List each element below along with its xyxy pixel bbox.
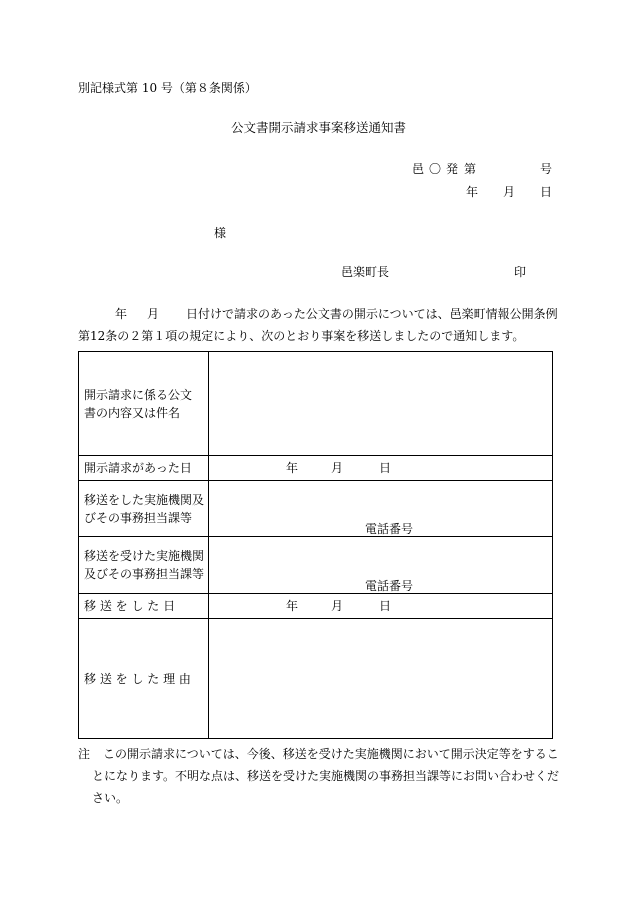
label-line: 開示請求に係る公文 bbox=[84, 387, 193, 402]
table-row bbox=[79, 619, 553, 739]
date-day: 日 bbox=[379, 461, 392, 475]
date-year: 年 bbox=[286, 461, 299, 475]
body-year: 年 bbox=[115, 307, 128, 321]
body-line-1: 日付けで請求のあった公文書の開示については、邑楽町情報公開条例 bbox=[186, 307, 558, 321]
doc-no-char-5: 号 bbox=[540, 162, 553, 176]
body-month: 月 bbox=[147, 307, 160, 321]
doc-no-char-3: 発 bbox=[446, 162, 459, 176]
transfer-date-field[interactable] bbox=[209, 594, 553, 619]
table-row bbox=[79, 537, 553, 594]
receiving-agency-field[interactable] bbox=[209, 537, 553, 594]
table-row bbox=[79, 456, 553, 481]
doc-no-char-1: 邑 bbox=[412, 162, 425, 176]
note-line-1: この開示請求については、今後、移送を受けた実施機関において開示決定等をするこ bbox=[103, 747, 559, 761]
issue-year: 年 bbox=[466, 185, 479, 199]
label-line: 移送をした実施機関及 bbox=[84, 492, 205, 507]
table-row bbox=[79, 594, 553, 619]
date-year: 年 bbox=[286, 599, 299, 613]
label-line: 及びその事務担当課等 bbox=[84, 567, 205, 581]
row-label-transferring-agency bbox=[79, 481, 209, 537]
addressee-suffix: 様 bbox=[214, 226, 227, 240]
transfer-reason-field[interactable] bbox=[209, 619, 553, 739]
note-mark: 注 bbox=[78, 747, 91, 761]
row-label-receiving-agency bbox=[79, 537, 209, 594]
body-line-2: 第12条の２第１項の規定により、次のとおり事案を移送しましたので通知します。 bbox=[78, 329, 525, 343]
row-label-request-date: 開示請求があった日 bbox=[79, 456, 209, 481]
row-label-transfer-date: 移 送 を し た 日 bbox=[79, 594, 209, 619]
transfer-details-table bbox=[78, 351, 553, 739]
doc-no-char-2: 〇 bbox=[429, 162, 442, 176]
document-title: 公文書開示請求事案移送通知書 bbox=[231, 120, 407, 135]
table-row bbox=[79, 481, 553, 537]
label-line: びその事務担当課等 bbox=[84, 510, 193, 525]
seal-mark: 印 bbox=[514, 265, 527, 279]
note-line-3: さい。 bbox=[92, 791, 129, 805]
label-line: 移送を受けた実施機関 bbox=[84, 549, 205, 563]
date-day: 日 bbox=[379, 599, 392, 613]
date-month: 月 bbox=[331, 599, 344, 613]
doc-no-char-4: 第 bbox=[464, 162, 477, 176]
label-line: 書の内容又は件名 bbox=[84, 405, 181, 420]
phone-label: 電話番号 bbox=[365, 522, 414, 536]
request-date-field[interactable] bbox=[209, 456, 553, 481]
issue-day: 日 bbox=[540, 185, 553, 199]
phone-label: 電話番号 bbox=[365, 579, 414, 593]
note-line-2: とになります。不明な点は、移送を受けた実施機関の事務担当課等にお問い合わせくだ bbox=[92, 769, 560, 783]
table-row bbox=[79, 352, 553, 456]
document-content-field[interactable] bbox=[209, 352, 553, 456]
issue-month: 月 bbox=[503, 185, 516, 199]
row-label-transfer-reason: 移 送 を し た 理 由 bbox=[79, 619, 209, 739]
date-month: 月 bbox=[331, 461, 344, 475]
form-number: 別記様式第 10 号（第８条関係） bbox=[78, 81, 257, 95]
sender-name: 邑楽町長 bbox=[341, 265, 390, 279]
row-label-document-content bbox=[79, 352, 209, 456]
transferring-agency-field[interactable] bbox=[209, 481, 553, 537]
